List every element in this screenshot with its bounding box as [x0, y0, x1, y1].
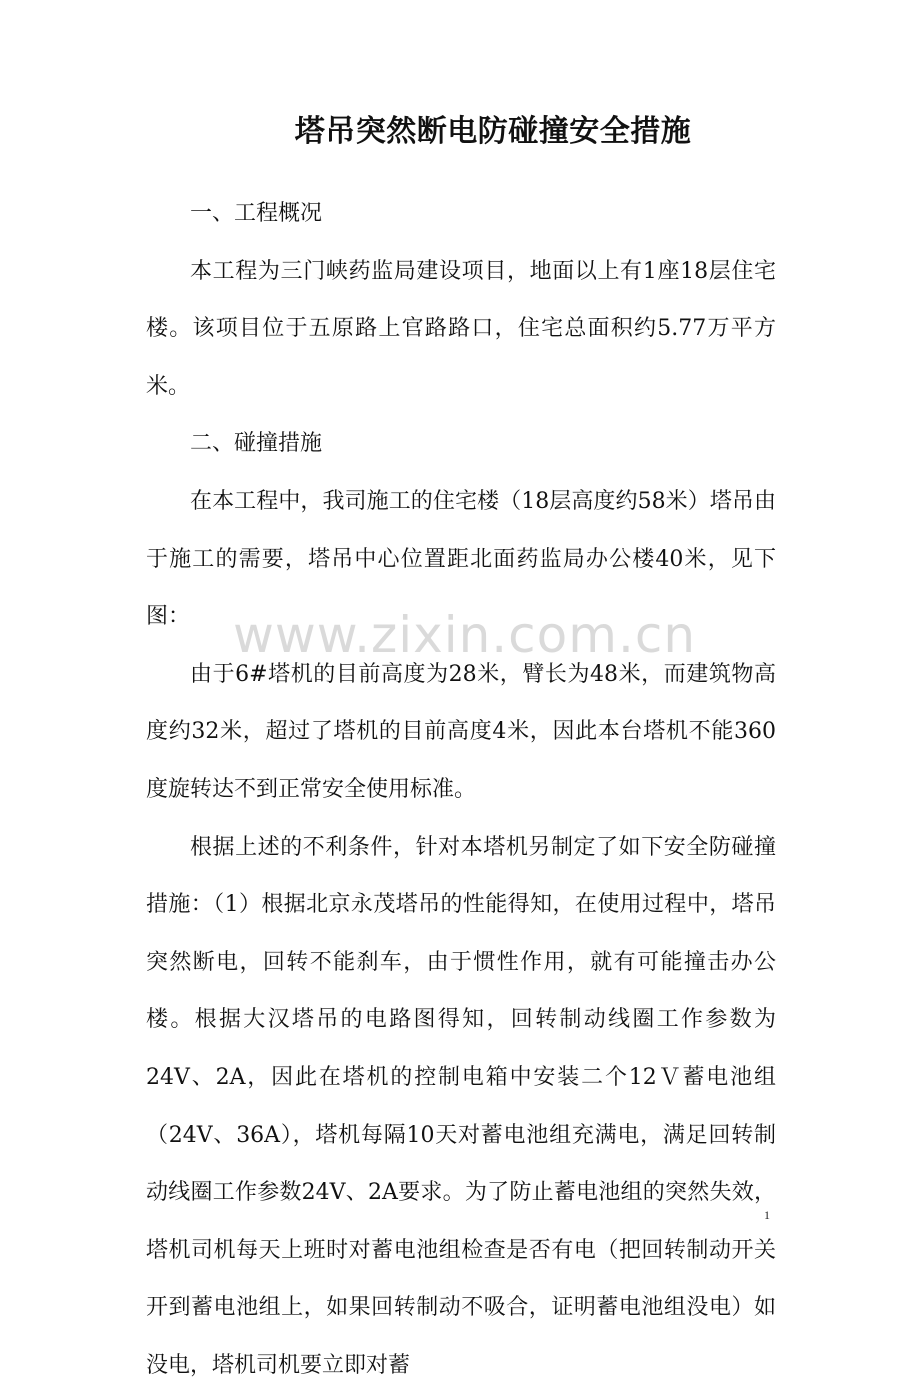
document-body	[146, 185, 776, 1394]
paragraph-crane-position: 在本工程中，我司施工的住宅楼（18层高度约58米）塔吊由于施工的需要，塔吊中心位置距北面药监局办公楼40米，见下图：	[146, 488, 776, 630]
section-heading-measures: 二、碰撞措施	[190, 431, 323, 457]
paragraph-crane-height: 由于6#塔机的目前高度为28米，臂长为48米，而建筑物高度约32米，超过了塔机的目前高度4米，因此本台塔机不能360度旋转达不到正常安全使用标准。	[146, 661, 776, 802]
watermark: www.zixin.com.cn	[233, 606, 697, 664]
paragraph-project-overview: 本工程为三门峡药监局建设项目，地面以上有1座18层住宅楼。该项目位于五原路上官路路口，住宅总面积约5.77万平方米。	[146, 258, 776, 399]
section-heading-overview: 一、工程概况	[190, 201, 323, 226]
page-number: 1	[764, 1208, 770, 1222]
document-title: 塔吊突然断电防碰撞安全措施	[294, 114, 692, 149]
paragraph-safety-measures: 根据上述的不利条件，针对本塔机另制定了如下安全防碰撞措施：（1）根据北京永茂塔吊的性能得知，在使用过程中，塔吊突然断电，回转不能刹车，由于惯性作用，就有可能撞击办公楼。根据大汉塔吊的电路图得知，回转制动线圈工作参数为24V、2A，因此在塔机的控制电箱中安装二个12Ｖ蓄电池组（24V、36A），塔机每隔10天对蓄电池组充满电，满足回转制动线圈工作参数24V、2A要求。为了防止蓄电池组的突然失效，塔机司机每天上班时对蓄电池组检查是否有电（把回转制动开关开到蓄电池组上，如果回转制动不吸合，证明蓄电池组没电）如没电，塔机司机要立即对蓄	[146, 834, 776, 1378]
